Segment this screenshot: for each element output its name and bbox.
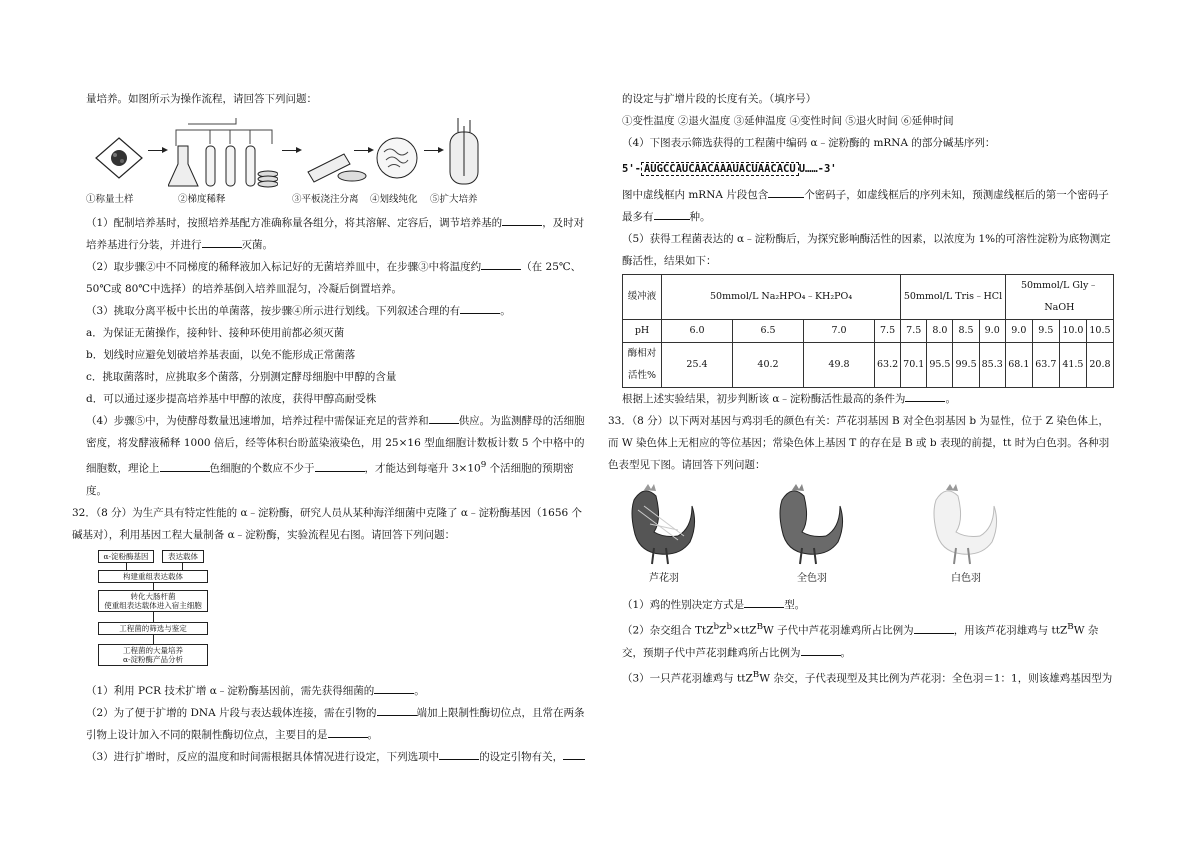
activity-cell: 95.5 — [927, 343, 953, 388]
buffer-2: 50mmol/L Tris﹣HCl — [901, 275, 1006, 320]
ph-cell: 7.5 — [901, 320, 927, 343]
activity-cell: 40.2 — [733, 343, 804, 388]
question-1: （1）配制培养基时，按照培养基配方准确称量各组分，将其溶解、定容后，调节培养基的 ，及时对培养基进行分装，并进行 灭菌。 — [86, 212, 592, 256]
chicken-figure — [622, 480, 1114, 592]
ph-cell: 7.0 — [804, 320, 875, 343]
pcr-options: ①变性温度 ②退火温度 ③延伸温度 ④变性时间 ⑤退火时间 ⑥延伸时间 — [622, 115, 954, 127]
enzyme-activity-table — [622, 274, 1114, 388]
ph-cell: 6.5 — [733, 320, 804, 343]
flow-gene-box: α-淀粉酶基因 — [98, 550, 154, 563]
question-32-3: （3）进行扩增时，反应的温度和时间需根据具体情况进行设定，下列选项中 的设定引物有关， — [86, 746, 592, 768]
question-32-1: （1）利用 PCR 技术扩增 α﹣淀粉酶基因前，需先获得细菌的 。 — [86, 680, 592, 702]
activity-cell: 68.1 — [1005, 343, 1032, 388]
flow-step-1: 构建重组表达载体 — [98, 570, 208, 583]
flow-step-4: 工程菌的大量培养 α-淀粉酶产品分析 — [98, 644, 208, 666]
question-33-2: （2）杂交组合 $TtZ^bZ^b\times ttZ^BW$ 子代中芦花羽雄鸡所占比例为 ，用该芦花羽雄鸡与 ttZ$^B$W 杂交，预期子代中芦花羽雌鸡所占比例为 。 — [622, 622, 1099, 659]
chicken-label: 全色羽 — [797, 573, 827, 584]
flow-chart — [92, 548, 232, 676]
ph-cell: 8.5 — [953, 320, 979, 343]
fermenter-image — [444, 116, 484, 192]
question-32-4: （4）下图表示筛选获得的工程菌中编码 α﹣淀粉酶的 mRNA 的部分碱基序列： — [622, 137, 996, 149]
continued-text: 的设定与扩增片段的长度有关。（填序号） — [622, 93, 817, 105]
arrow-2 — [282, 150, 300, 151]
caption-1: ①称量土样 — [86, 194, 134, 205]
activity-label: 酶相对活性% — [623, 343, 662, 388]
arrow-1 — [148, 150, 166, 151]
caption-2: ②梯度稀释 — [178, 194, 226, 205]
caption-5: ⑤扩大培养 — [430, 194, 478, 205]
white-chicken — [926, 480, 1006, 584]
right-column — [608, 88, 1114, 689]
caption-3: ③平板浇注分离 — [292, 194, 359, 205]
arrow-4 — [424, 150, 442, 151]
question-33-1: （1）鸡的性别决定方式是 型。 — [622, 594, 1114, 616]
mrna-boxed-segment: AUGCCAUCAACAAAUACUAACACU — [641, 162, 799, 176]
ph-cell: 9.0 — [1005, 320, 1032, 343]
question-4: （4）步骤⑤中，为使酵母数量迅速增加，培养过程中需保证充足的营养和 供应。为监测酵母的活细胞密度，将发酵液稀释 1000 倍后，经等体积台盼蓝染液染色，用 25×16 型血细胞计数板计数 5 个中格中的细胞数，理论上 色细胞的个数应不少于 ，才能达到每毫升 $3\times 10^9$ 个活细胞的预期密度。 — [86, 410, 592, 502]
solid-chicken — [772, 480, 852, 584]
plate-pour-image — [304, 116, 368, 192]
question-32-5b: 根据上述实验结果，初步判断该 α﹣淀粉酶活性最高的条件为 。 — [622, 388, 1114, 410]
dilution-image — [168, 116, 278, 192]
ph-cell: 6.0 — [662, 320, 733, 343]
activity-cell: 49.8 — [804, 343, 875, 388]
option-c: c．挑取菌落时，应挑取多个菌落，分别测定酵母细胞中甲醇的含量 — [86, 371, 397, 383]
activity-cell: 99.5 — [953, 343, 979, 388]
left-column — [72, 88, 592, 768]
mrna-sequence: 5'- AUGCCAUCAACAAAUACUAACACU U……-3' — [622, 163, 837, 175]
ph-cell: 10.5 — [1086, 320, 1113, 343]
flow-vector-box: 表达载体 — [162, 550, 204, 563]
caption-4: ④划线纯化 — [370, 194, 418, 205]
streak-plate-image — [374, 116, 420, 192]
option-a: a．为保证无菌操作，接种针、接种环使用前都必须灭菌 — [86, 327, 345, 339]
ph-cell: 10.0 — [1059, 320, 1086, 343]
buffer-label: 缓冲液 — [623, 275, 662, 320]
activity-cell: 85.3 — [979, 343, 1005, 388]
option-b: b．划线时应避免划破培养基表面，以免不能形成正常菌落 — [86, 349, 356, 361]
option-d: d．可以通过逐步提高培养基中甲醇的浓度，获得甲醇高耐受株 — [86, 393, 377, 405]
barred-chicken — [624, 480, 704, 584]
activity-cell: 63.2 — [875, 343, 901, 388]
question-3: （3）挑取分离平板中长出的单菌落，按步骤④所示进行划线。下列叙述合理的有 。 — [86, 300, 592, 322]
flow-step-3: 工程菌的筛选与鉴定 — [98, 622, 208, 635]
activity-cell: 41.5 — [1059, 343, 1086, 388]
flow-step-2: 转化大肠杆菌 使重组表达载体进入宿主细胞 — [98, 590, 208, 612]
question-2: （2）取步骤②中不同梯度的稀释液加入标记好的无菌培养皿中，在步骤③中将温度约 （在 25℃、50℃或 80℃中选择）的培养基倒入培养皿混匀，冷凝后倒置培养。 — [86, 256, 592, 300]
activity-cell: 63.7 — [1032, 343, 1059, 388]
ph-cell: 9.0 — [979, 320, 1005, 343]
question-32-2: （2）为了便于扩增的 DNA 片段与表达载体连接，需在引物的 端加上限制性酶切位点，且常在两条引物上设计加入不同的限制性酶切位点，主要目的是 。 — [86, 702, 592, 746]
arrow-3 — [354, 150, 372, 151]
activity-cell: 25.4 — [662, 343, 733, 388]
chicken-label: 芦花羽 — [649, 573, 679, 584]
question-32-4b: 图中虚线框内 mRNA 片段包含 个密码子，如虚线框后的序列未知，预测虚线框后的第一个密码子最多有 种。 — [622, 184, 1114, 228]
intro-text: 量培养。如图所示为操作流程，请回答下列问题： — [86, 93, 317, 105]
chicken-label: 白色羽 — [951, 573, 981, 584]
question-33-3: （3）一只芦花羽雄鸡与 ttZ$^B$W 杂交，子代表现型及其比例为芦花羽：全色羽＝1：1，则该雄鸡基因型为 — [622, 669, 1113, 684]
question-32: 32．（8 分）为生产具有特定性能的 α﹣淀粉酶，研究人员从某种海洋细菌中克隆了 α﹣淀粉酶基因（1656 个碱基对），利用基因工程大量制备 α﹣淀粉酶，实验流程见右图。请回答下列问题： — [72, 506, 583, 541]
buffer-3: 50mmol/L Gly﹣NaOH — [1005, 275, 1113, 320]
soil-sample-image — [94, 116, 144, 192]
question-33: 33．（8 分）以下两对基因与鸡羽毛的颜色有关：芦花羽基因 B 对全色羽基因 b 为显性，位于 Z 染色体上，而 W 染色体上无相应的等位基因；常染色体上基因 T 的存在是 B 或 b 表现的前提，tt 时为白色羽。各种羽色表型见下图。请回答下列问题： — [608, 415, 1110, 471]
question-32-5: （5）获得工程菌表达的 α﹣淀粉酶后，为探究影响酶活性的因素，以浓度为 1%的可溶性淀粉为底物测定酶活性，结果如下： — [622, 233, 1111, 267]
ph-cell: 7.5 — [875, 320, 901, 343]
table-row — [623, 275, 1114, 320]
activity-cell: 70.1 — [901, 343, 927, 388]
ph-cell: 9.5 — [1032, 320, 1059, 343]
process-figure — [86, 116, 592, 212]
activity-cell: 20.8 — [1086, 343, 1113, 388]
ph-cell: 8.0 — [927, 320, 953, 343]
ph-label: pH — [623, 320, 662, 343]
table-row — [623, 343, 1114, 388]
buffer-1: 50mmol/L Na₂HPO₄﹣KH₂PO₄ — [662, 275, 901, 320]
table-row — [623, 320, 1114, 343]
